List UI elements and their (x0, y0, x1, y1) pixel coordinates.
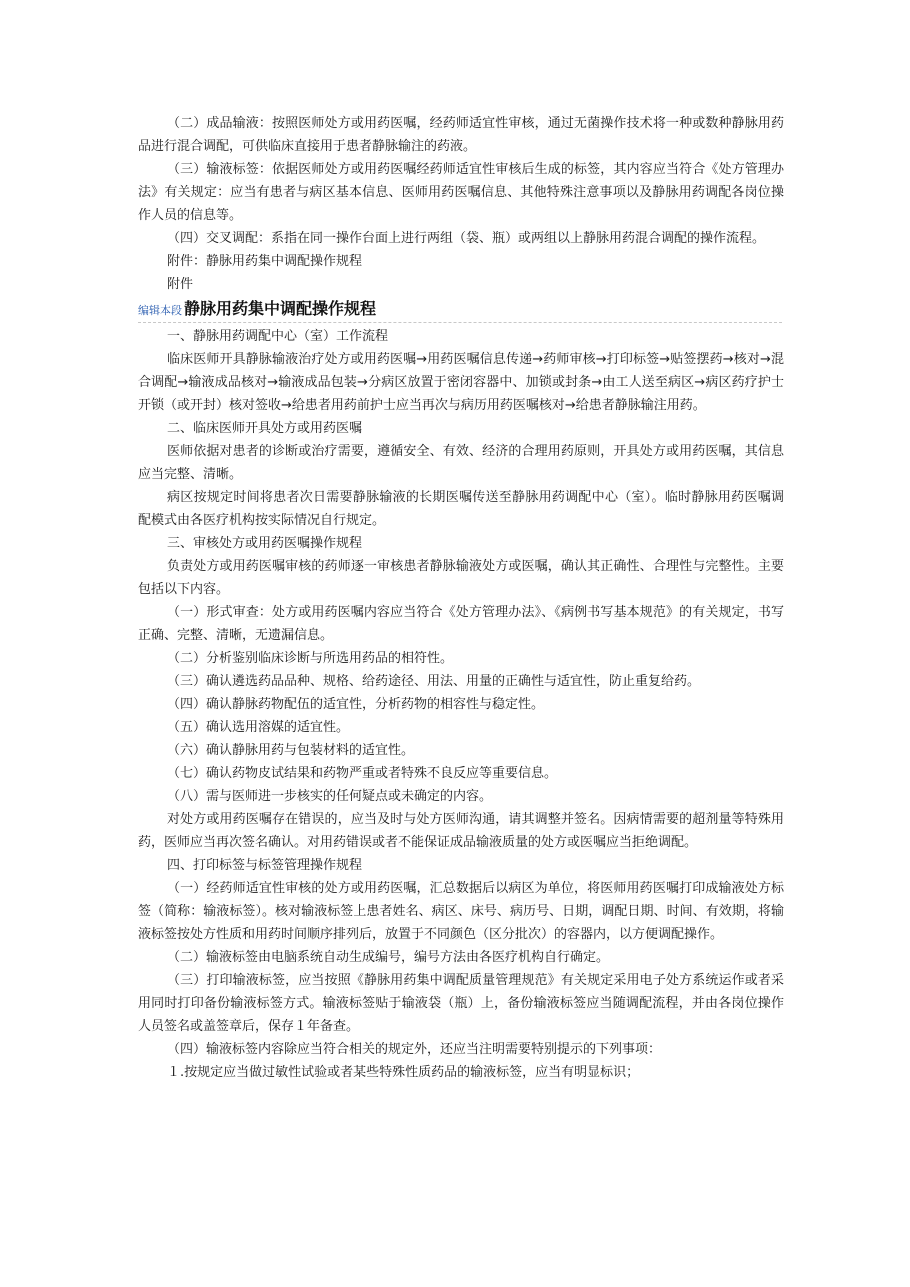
list-item-review-8: （八）需与医师进一步核实的任何疑点或未确定的内容。 (167, 789, 493, 804)
list-item-review-4: （四）确认静脉药物配伍的适宜性，分析药物的相容性与稳定性。 (167, 697, 545, 712)
section-heading (138, 299, 782, 323)
list-item-labels-2: （二）输液标签由电脑系统自动生成编号，编号方法由各医疗机构自行确定。 (167, 950, 610, 965)
paragraph-errors: 对处方或用药医嘱存在错误的，应当及时与处方医师沟通，请其调整并签名。因病情需要的超剂量等特殊用药，医师应当再次签名确认。对用药错误或者不能保证成品输液质量的处方或医嘱应当拒绝调配。 (138, 812, 784, 850)
list-item-labels-3: （三）打印输液标签，应当按照《静脉用药集中调配质量管理规范》有关规定采用电子处方系统运作或者采用同时打印备份输液标签方式。输液标签贴于输液袋（瓶）上，备份输液标签应当随调配流程，并由各岗位操作人员签名或盖签章后，保存１年备查。 (138, 973, 784, 1034)
section-title: 静脉用药集中调配操作规程 (184, 299, 377, 318)
paragraph-cross-compounding: （四）交叉调配：系指在同一操作台面上进行两组（袋、瓶）或两组以上静脉用药混合调配的操作流程。 (167, 231, 766, 246)
heading-prescription: 二、临床医师开具处方或用药医嘱 (167, 421, 363, 436)
heading-review: 三、审核处方或用药医嘱操作规程 (167, 536, 363, 551)
list-item-labels-1: （一）经药师适宜性审核的处方或用药医嘱，汇总数据后以病区为单位，将医师用药医嘱打印成输液处方标签（简称：输液标签）。核对输液标签上患者姓名、病区、床号、病历号、日期，调配日期、时间、有效期，将输液标签按处方性质和用药时间顺序排列后，放置于不同颜色（区分批次）的容器内，以方便调配操作。 (138, 881, 784, 942)
heading-labels: 四、打印标签与标签管理操作规程 (167, 858, 363, 873)
list-item-review-7: （七）确认药物皮试结果和药物严重或者特殊不良反应等重要信息。 (167, 766, 558, 781)
paragraph-attachment-line: 附件：静脉用药集中调配操作规程 (167, 254, 363, 269)
list-item-labels-4: （四）输液标签内容除应当符合相关的规定外，还应当注明需要特别提示的下列事项： (167, 1042, 662, 1057)
paragraph-ward-orders: 病区按规定时间将患者次日需要静脉输液的长期医嘱传送至静脉用药调配中心（室）。临时静脉用药医嘱调配模式由各医疗机构按实际情况自行规定。 (138, 490, 784, 528)
list-item-review-5: （五）确认选用溶媒的适宜性。 (167, 720, 350, 735)
list-item-review-6: （六）确认静脉用药与包装材料的适宜性。 (167, 743, 415, 758)
list-item-labels-4-1: １.按规定应当做过敏性试验或者某些特殊性质药品的输液标签，应当有明显标识； (167, 1065, 640, 1080)
edit-section-link[interactable]: 编辑本段 (138, 304, 182, 317)
list-item-review-3: （三）确认遴选药品品种、规格、给药途径、用法、用量的正确性与适宜性，防止重复给药。 (167, 674, 701, 689)
paragraph-finished-infusion: （二）成品输液：按照医师处方或用药医嘱，经药师适宜性审核，通过无菌操作技术将一种或数种静脉用药品进行混合调配，可供临床直接用于患者静脉输注的药液。 (138, 116, 784, 154)
paragraph-infusion-label: （三）输液标签：依据医师处方或用药医嘱经药师适宜性审核后生成的标签，其内容应当符合《处方管理办法》有关规定：应当有患者与病区基本信息、医师用药医嘱信息、其他特殊注意事项以及静脉用药调配各岗位操作人员的信息等。 (138, 162, 784, 223)
heading-workflow: 一、静脉用药调配中心（室）工作流程 (167, 329, 389, 344)
paragraph-workflow: 临床医师开具静脉输液治疗处方或用药医嘱→用药医嘱信息传递→药师审核→打印标签→贴签摆药→核对→混合调配→输液成品核对→输液成品包装→分病区放置于密闭容器中、加锁或封条→由工人送至病区→病区药疗护士开锁（或开封）核对签收→给患者用药前护士应当再次与病历用药医嘱核对→给患者静脉输注用药。 (138, 352, 784, 413)
list-item-review-2: （二）分析鉴别临床诊断与所选用药品的相符性。 (167, 651, 454, 666)
paragraph-review-intro: 负责处方或用药医嘱审核的药师逐一审核患者静脉输液处方或医嘱，确认其正确性、合理性与完整性。主要包括以下内容。 (138, 559, 784, 597)
paragraph-attachment: 附件 (167, 277, 194, 292)
list-item-review-1: （一）形式审查：处方或用药医嘱内容应当符合《处方管理办法》、《病例书写基本规范》的有关规定，书写正确、完整、清晰，无遗漏信息。 (138, 605, 784, 643)
paragraph-prescription: 医师依据对患者的诊断或治疗需要，遵循安全、有效、经济的合理用药原则，开具处方或用药医嘱，其信息应当完整、清晰。 (138, 444, 784, 482)
